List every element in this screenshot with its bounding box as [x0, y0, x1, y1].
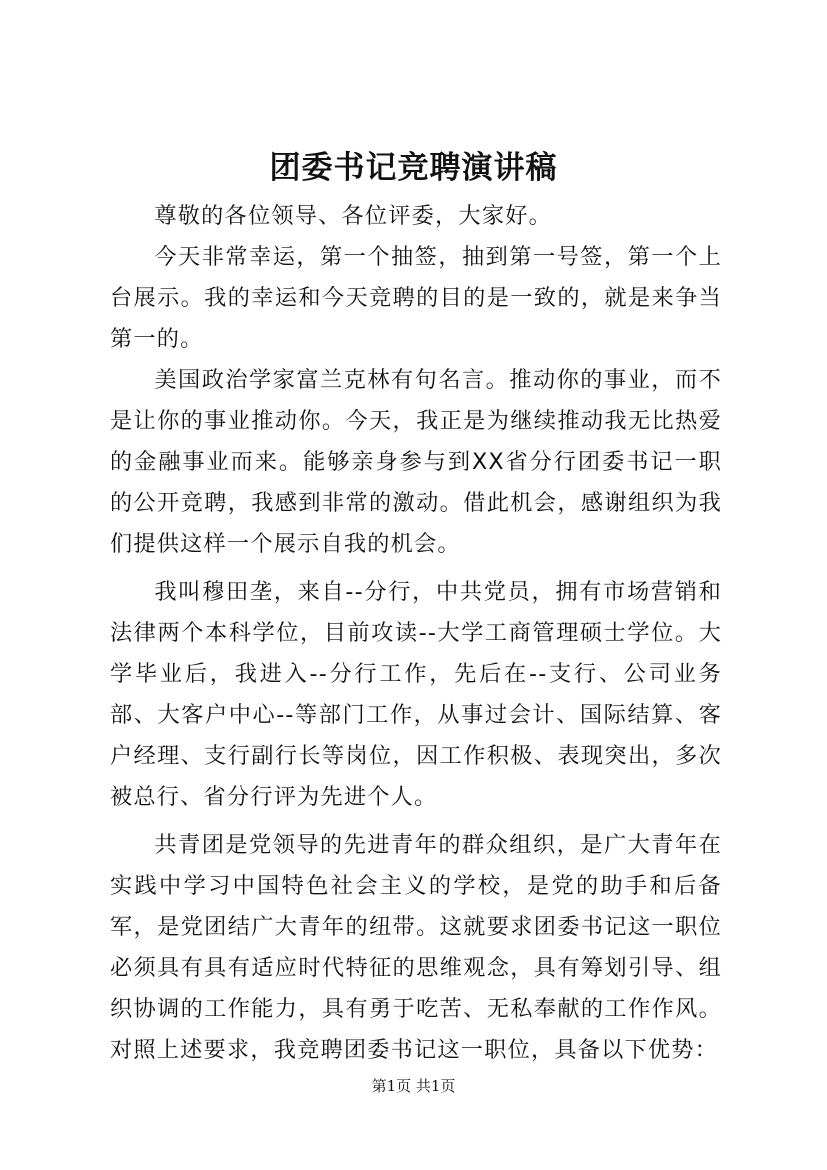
document-body [110, 196, 722, 1071]
paragraph-quote: 美国政治学家富兰克林有句名言。推动你的事业，而不是让你的事业推动你。今天，我正是为继续推动我无比热爱的金融事业而来。能够亲身参与到XX省分行团委书记一职的公开竞聘，我感到非常的激动。借此机会，感谢组织为我们提供这样一个展示自我的机会。 [110, 367, 722, 557]
document-title: 团委书记竞聘演讲稿 [269, 150, 558, 186]
paragraph-opening: 今天非常幸运，第一个抽签，抽到第一号签，第一个上台展示。我的幸运和今天竞聘的目的是一致的，就是来争当第一的。 [110, 244, 722, 352]
paragraph-league-requirements: 共青团是党领导的先进青年的群众组织，是广大青年在实践中学习中国特色社会主义的学校，是党的助手和后备军，是党团结广大青年的纽带。这就要求团委书记这一职位必须具有具有适应时代特征的思维观念，具有筹划引导、组织协调的工作能力，具有勇于吃苦、无私奉献的工作作风。对照上述要求，我竞聘团委书记这一职位，具备以下优势： [110, 832, 722, 1063]
page-number-footer: 第1页 共1页 [371, 1077, 456, 1095]
paragraph-self-introduction: 我叫穆田垄，来自--分行，中共党员，拥有市场营销和法律两个本科学位，目前攻读--大学工商管理硕士学位。大学毕业后，我进入--分行工作，先后在--支行、公司业务部、大客户中心--等部门工作，从事过会计、国际结算、客户经理、支行副行长等岗位，因工作积极、表现突出，多次被总行、省分行评为先进个人。 [110, 579, 722, 810]
paragraph-greeting: 尊敬的各位领导、各位评委，大家好。 [154, 203, 552, 229]
